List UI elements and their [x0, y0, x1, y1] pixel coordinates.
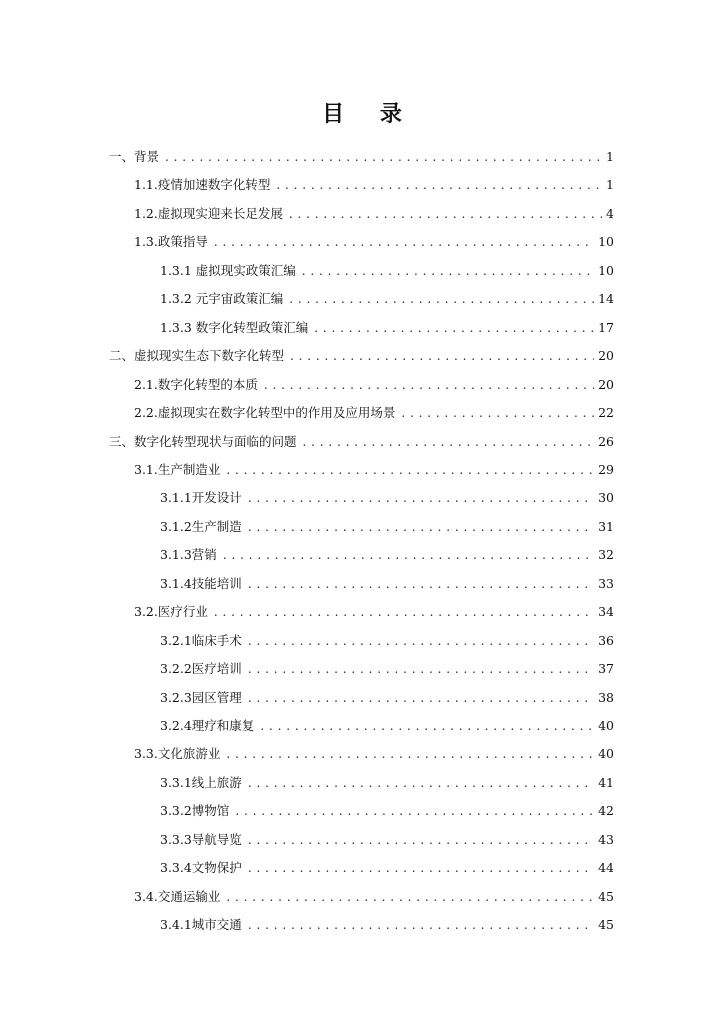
toc-leader-dots — [276, 177, 602, 193]
toc-entry — [0, 797, 724, 819]
toc-entry-page-number: 20 — [598, 377, 614, 392]
toc-leader-dots — [214, 234, 594, 250]
toc-entry-label: 3.2.医疗行业 — [134, 604, 208, 619]
toc-leader-dots — [314, 320, 594, 336]
toc-entry-page-number: 38 — [598, 690, 614, 705]
toc-leader-dots — [248, 690, 594, 706]
toc-entry-page-number: 1 — [606, 149, 614, 164]
toc-entry — [0, 399, 724, 421]
toc-entry-page-number: 44 — [598, 860, 614, 875]
toc-leader-dots — [290, 348, 594, 364]
toc-entry-label: 3.3.文化旅游业 — [134, 746, 221, 761]
toc-entry-label: 一、背景 — [109, 149, 160, 164]
toc-leader-dots — [248, 519, 594, 535]
toc-entry — [0, 911, 724, 933]
toc-entry-label: 3.1.1开发设计 — [160, 490, 242, 505]
toc-entry-label: 二、虚拟现实生态下数字化转型 — [109, 348, 285, 363]
toc-entry — [0, 285, 724, 307]
toc-entry — [0, 228, 724, 250]
toc-entry-label: 3.1.4技能培训 — [160, 576, 242, 591]
toc-entry-label: 2.2.虚拟现实在数字化转型中的作用及应用场景 — [134, 405, 396, 420]
toc-entry-page-number: 20 — [598, 348, 614, 363]
toc-entry — [0, 769, 724, 791]
toc-entry-page-number: 37 — [598, 661, 614, 676]
toc-entry — [0, 200, 724, 222]
toc-entry-page-number: 29 — [598, 462, 614, 477]
toc-entry-page-number: 30 — [598, 490, 614, 505]
toc-leader-dots — [289, 206, 602, 222]
toc-entry — [0, 541, 724, 563]
toc-entry-page-number: 10 — [598, 263, 614, 278]
toc-entry-page-number: 14 — [598, 291, 614, 306]
toc-entry — [0, 428, 724, 450]
toc-entry-page-number: 40 — [598, 718, 614, 733]
toc-leader-dots — [260, 718, 594, 734]
toc-entry-page-number: 22 — [598, 405, 614, 420]
toc-leader-dots — [248, 633, 594, 649]
toc-entry-label: 3.2.2医疗培训 — [160, 661, 242, 676]
toc-entry-page-number: 34 — [598, 604, 614, 619]
toc-entry-label: 3.3.1线上旅游 — [160, 775, 242, 790]
toc-entry-page-number: 45 — [598, 917, 614, 932]
toc-entry-label: 3.3.3导航导览 — [160, 832, 242, 847]
toc-leader-dots — [264, 377, 594, 393]
toc-entry — [0, 314, 724, 336]
toc-entry-page-number: 1 — [606, 177, 614, 192]
toc-entry-label: 3.4.交通运输业 — [134, 889, 221, 904]
toc-entry — [0, 342, 724, 364]
toc-entry — [0, 712, 724, 734]
toc-entry-label: 2.1.数字化转型的本质 — [134, 377, 258, 392]
toc-entry-label: 3.1.3营销 — [160, 547, 217, 562]
toc-entry-page-number: 40 — [598, 746, 614, 761]
toc-entry — [0, 627, 724, 649]
toc-entry — [0, 143, 724, 165]
toc-entry — [0, 598, 724, 620]
toc-entry — [0, 883, 724, 905]
toc-leader-dots — [226, 462, 594, 478]
toc-entry — [0, 740, 724, 762]
toc-entry-label: 3.1.生产制造业 — [134, 462, 221, 477]
toc-entry-label: 3.3.2博物馆 — [160, 803, 230, 818]
toc-entry-page-number: 42 — [598, 803, 614, 818]
toc-leader-dots — [226, 746, 594, 762]
toc-leader-dots — [235, 803, 594, 819]
toc-entry — [0, 484, 724, 506]
toc-entry — [0, 570, 724, 592]
toc-leader-dots — [248, 860, 594, 876]
toc-entry-label: 1.3.2 元宇宙政策汇编 — [160, 291, 284, 306]
toc-entry — [0, 456, 724, 478]
toc-entry — [0, 257, 724, 279]
toc-leader-dots — [303, 434, 595, 450]
toc-leader-dots — [226, 889, 594, 905]
toc-entry — [0, 171, 724, 193]
toc-entry — [0, 513, 724, 535]
toc-entry-label: 3.3.4文物保护 — [160, 860, 242, 875]
toc-entry-label: 1.3.1 虚拟现实政策汇编 — [160, 263, 296, 278]
toc-entry-label: 3.2.3园区管理 — [160, 690, 242, 705]
toc-entry-page-number: 4 — [606, 206, 614, 221]
toc-entry-page-number: 26 — [598, 434, 614, 449]
toc-leader-dots — [401, 405, 594, 421]
toc-entry-page-number: 32 — [598, 547, 614, 562]
toc-entry-page-number: 31 — [598, 519, 614, 534]
toc-entry-label: 3.2.1临床手术 — [160, 633, 242, 648]
toc-leader-dots — [248, 490, 594, 506]
toc-leader-dots — [248, 576, 594, 592]
toc-entry — [0, 655, 724, 677]
toc-entry-label: 三、数字化转型现状与面临的问题 — [109, 434, 297, 449]
toc-entry-label: 1.3.政策指导 — [134, 234, 208, 249]
toc-entry-page-number: 36 — [598, 633, 614, 648]
toc-entry-label: 3.1.2生产制造 — [160, 519, 242, 534]
toc-entry-page-number: 43 — [598, 832, 614, 847]
toc-entry — [0, 826, 724, 848]
toc-entry-page-number: 45 — [598, 889, 614, 904]
toc-entry-label: 1.3.3 数字化转型政策汇编 — [160, 320, 309, 335]
toc-entry-label: 1.1.疫情加速数字化转型 — [134, 177, 271, 192]
toc-entry-label: 1.2.虚拟现实迎来长足发展 — [134, 206, 283, 221]
toc-entry — [0, 684, 724, 706]
toc-leader-dots — [248, 661, 594, 677]
toc-entry-page-number: 33 — [598, 576, 614, 591]
toc-leader-dots — [165, 149, 602, 165]
toc-leader-dots — [248, 775, 594, 791]
toc-entry-page-number: 10 — [598, 234, 614, 249]
toc-leader-dots — [248, 917, 594, 933]
page-title: 目 录 — [322, 102, 416, 127]
toc-entry-page-number: 17 — [598, 320, 614, 335]
toc-entry-label: 3.4.1城市交通 — [160, 917, 242, 932]
toc-leader-dots — [248, 832, 594, 848]
toc-entry-label: 3.2.4理疗和康复 — [160, 718, 255, 733]
toc-entry — [0, 371, 724, 393]
toc-leader-dots — [214, 604, 594, 620]
toc-leader-dots — [289, 291, 594, 307]
toc-entry-page-number: 41 — [598, 775, 614, 790]
toc-entry — [0, 854, 724, 876]
toc-leader-dots — [223, 547, 594, 563]
toc-leader-dots — [302, 263, 594, 279]
